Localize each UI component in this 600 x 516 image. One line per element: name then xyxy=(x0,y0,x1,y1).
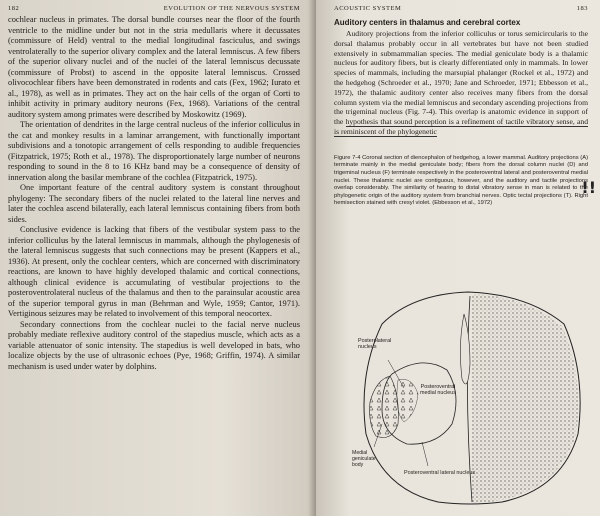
label-medial-geniculate: Medial geniculate body xyxy=(352,450,376,469)
left-paragraph: cochlear nucleus in primates. The dorsal bundle courses near the floor of the fourth ventricle to the midline under but not in the stria medullaris where it decussates (commissure of Held) ventral to the medial longitudinal fasciculus, and swings ventrolaterally to the superior olivary complex and the lateral lemniscus. A few fibers of the superior olivary nuclei and of the nuclei of the lateral lemniscus decussate (commissure of Probst) to ascend in the opposite lateral lemniscus. Crossed olivocochlear fibers have been demonstrated in rodents and cats (Fex, 1962; Iurato et al., 1978), as well as in primates. They act on the hair cells of the organ of Corti to inhibit activity in primary auditory neurons (Fex, 1968). Variations of the central auditory system among primates were described by Moskowitz (1969). xyxy=(8,15,300,119)
left-paragraph: Conclusive evidence is lacking that fibers of the vestibular system pass to the inferior colliculus by the lateral lemniscus in mammals, although the phylogenesis of the lateral lemniscus suggests that such connections may be present (Kappers et al., 1936). At present, only the cochlear centers, which are concerned with discriminatory reactions, are known to have highly developed thalamic and cortical connections, although clinical evidence is accumulating of vestibular projections to the posteroventrolateral nucleus of the thalamus and then to the parainsular acoustic area of the superior temporal gyrus in man (Behrman and Wyle, 1959; Cantor, 1971). Vertiginous seizures may be related to involvement of this temporal neocortex. xyxy=(8,225,300,318)
right-body-text xyxy=(334,29,588,137)
left-running-head xyxy=(8,5,300,12)
right-page xyxy=(316,0,600,516)
figure-caption: Figure 7-4 Coronal section of diencephalon of hedgehog, a lower mammal. Auditory projections (A) terminate mainly in the medial geniculate body; fibers from the dorsal column nuclei (D) and trigeminal nucleus (F) terminate respectively in the posteroventral lateral and posteroventral medial nuclei. These thalamic nuclei are contiguous, however, and the auditory and tactile projections overlap considerably. The similarity of hearing to distal vibratory sense in man is related to the phylogenetic origin of the auditory system from branchial nerves. Optic tectal projections (T). Right hemisection stained with cresyl violet. (Ebbesson et al., 1972) xyxy=(334,154,588,207)
left-chapter-title: EVOLUTION OF THE NERVOUS SYSTEM xyxy=(163,5,300,12)
left-paragraph: The orientation of dendrites in the large central nucleus of the inferior colliculus in the cat and monkey results in a laminar arrangement, with functionally important subdivisions and a tonotopic arrangement of cells responding to audible frequencies (Fitzpatrick, 1975; Roth et al., 1978). The disproportionately large number of neurons responding to sound in the 8 to 16 KHz band may be a consequence of density of innervation along the basilar membrane of the cochlea (Fitzpatrick, 1975). xyxy=(8,120,300,182)
medial-geniculate-area xyxy=(370,376,399,438)
left-paragraph: Secondary connections from the cochlear nuclei to the facial nerve nucleus probably mediate reflexive auditory control of the stapedius muscle, which acts as a variable attenuator of sonic intensity. The stapedius is well developed in bats, who localize objects by the use of ultrasonic echoes (Pye, 1968; Griffin, 1974). A similar mechanism is used under water by dolphins. xyxy=(8,319,300,371)
label-posteroventral-medial: Posteroventral medial nucleus xyxy=(420,384,456,397)
section-title: Auditory centers in thalamus and cerebral cortex xyxy=(334,18,521,27)
right-running-head xyxy=(334,5,588,12)
paragraph-text: Auditory projections from the inferior colliculus or torus semicircularis to the dorsal thalamus probably occur in all vertebrates but have not been studied extensively in submammalian species. The medial geniculate body is a thalamic nucleus for auditory fibers, but is clearly differentiated only in mammals. In lower species of mammals, including the marsupial phalanger (Rockel et al., 1972) and the hedgehog (Schroeder et al., 1970; Jane and Schroeder, 1971; Ebbesson et al., 1972), the thalamic auditory center also receives many fibers from the dorsal column system via the medial lemniscus and secondary ascending projections from the trigeminal nucleus (Fig. 7-4). This overlap is anatomic evidence in support of the xyxy=(334,29,588,127)
underlined-passage: hypothesis that sound perception is a refinement of tactile vibratory sense, and is reminiscent of the phylogenetic xyxy=(334,117,588,136)
left-body-text xyxy=(8,15,300,372)
label-posterolateral: Posterolateral nucleus xyxy=(358,338,392,351)
left-page-number: 182 xyxy=(8,5,20,12)
right-paragraph xyxy=(334,29,588,137)
handwritten-margin-note: !! xyxy=(581,178,596,197)
brain-section-figure xyxy=(352,284,588,510)
right-chapter-title: ACOUSTIC SYSTEM xyxy=(334,5,402,12)
right-page-number: 183 xyxy=(576,5,588,12)
label-posteroventral-lateral: Posteroventral lateral nucleus xyxy=(404,470,476,476)
left-paragraph: One important feature of the central auditory system is constant throughout phylogeny: The secondary fibers of the nuclei related to the lateral line nerves and later the cochlea ascend bilaterally, each lateral lemniscus containing fibers from both sides. xyxy=(8,183,300,224)
